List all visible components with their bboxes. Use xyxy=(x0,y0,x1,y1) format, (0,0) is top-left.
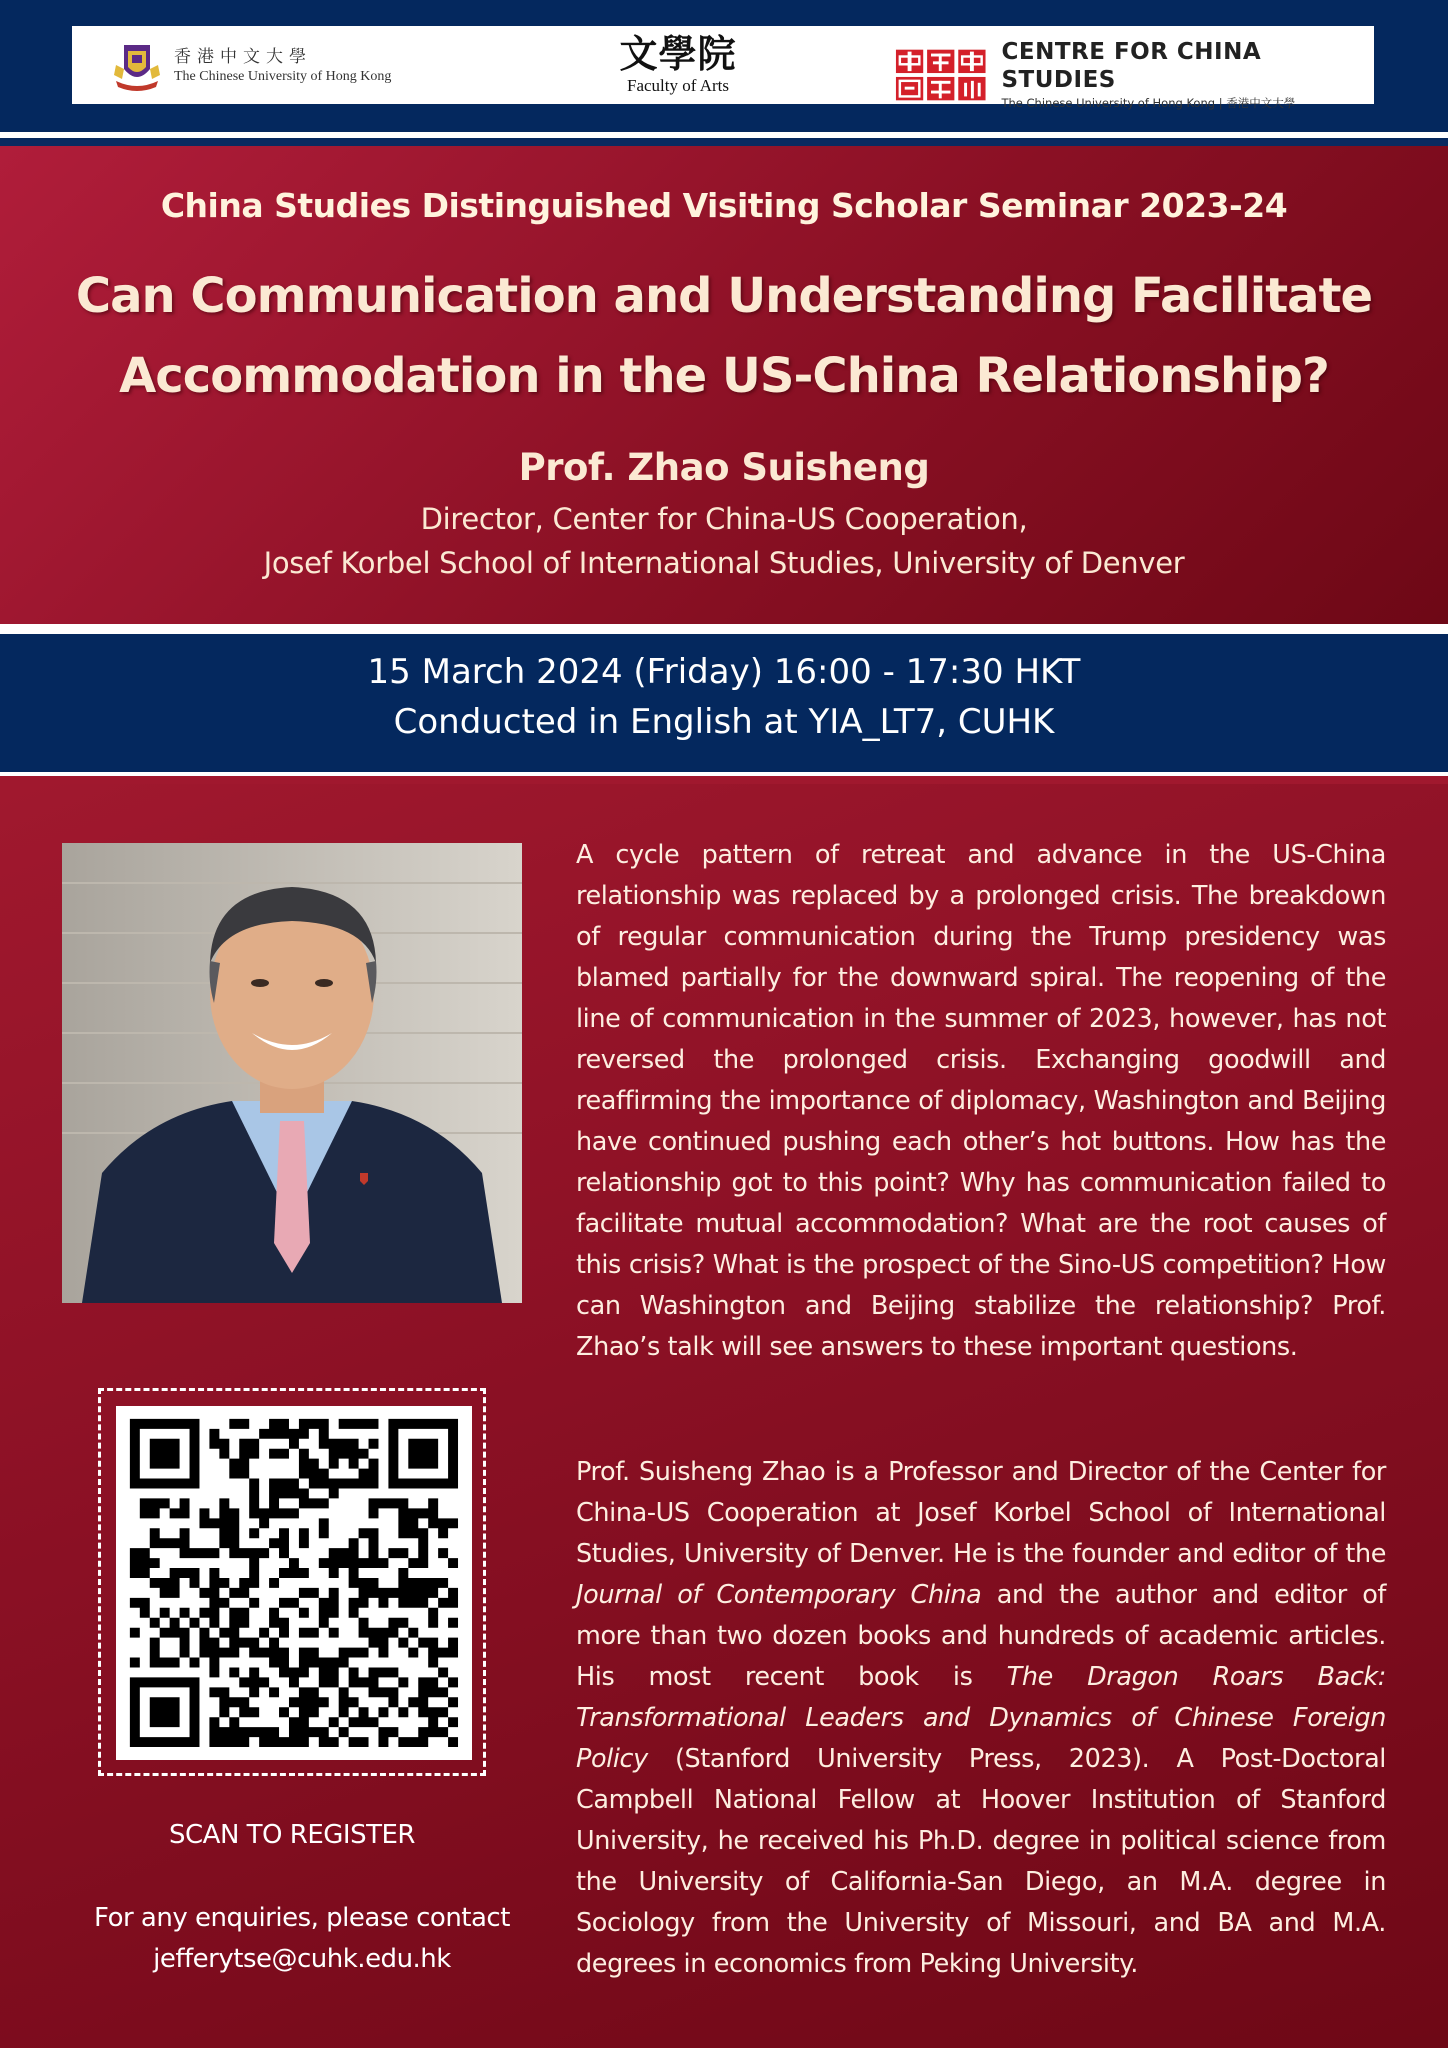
seminar-title-line-1: Can Communication and Understanding Facilitate xyxy=(75,268,1373,324)
speaker-bio-paragraph xyxy=(576,1452,1386,1985)
seminar-series: China Studies Distinguished Visiting Scholar Seminar 2023-24 xyxy=(160,186,1288,225)
crimson-divider xyxy=(0,776,1448,784)
centre-subtitle: The Chinese University of Hong Kong | 香港中文大學 xyxy=(1001,96,1296,110)
cuhk-crest-icon xyxy=(110,39,164,93)
bio-text-3: (Stanford University Press, 2023). A Post-Doctoral Campbell National Fellow at Hoover Institution of Stanford University, he received his Ph.D. degree in political science from the University of California-San Diego, an M.A. degree in Sociology from the University of Missouri, and BA and M.A. degrees in economics from Peking University. xyxy=(576,1744,1386,1979)
cuhk-name-en: The Chinese University of Hong Kong xyxy=(174,69,392,84)
contact-email[interactable]: jefferytse@cuhk.edu.hk xyxy=(153,1944,451,1974)
white-divider xyxy=(0,624,1448,634)
seminar-title xyxy=(60,256,1388,416)
centre-for-china-studies-logo[interactable] xyxy=(894,38,1374,112)
centre-name: CENTRE FOR CHINA STUDIES xyxy=(1001,39,1262,93)
logo-bar xyxy=(72,26,1374,110)
faculty-name-cn: 文學院 xyxy=(619,31,737,76)
faculty-of-arts-logo[interactable] xyxy=(608,32,748,96)
scan-to-register-label: SCAN TO REGISTER xyxy=(169,1820,415,1850)
seminar-title-line-2: Accommodation in the US-China Relationship? xyxy=(119,348,1329,404)
faculty-name-en: Faculty of Arts xyxy=(627,76,729,95)
event-datetime: 15 March 2024 (Friday) 16:00 - 17:30 HKT xyxy=(367,652,1081,692)
registration-qr-code[interactable] xyxy=(116,1406,472,1760)
bio-text-1: Prof. Suisheng Zhao is a Professor and Director of the Center for China-US Cooperation at Josef Korbel School of International Studies, University of Denver. He is the founder and editor of the xyxy=(576,1457,1386,1569)
bio-journal-title: Journal of Contemporary China xyxy=(576,1580,982,1610)
speaker-affiliation-line-1: Director, Center for China-US Cooperation, xyxy=(420,502,1028,536)
bio-book-title: The Dragon Roars Back: Transformational Leaders and Dynamics of Chinese Foreign Policy xyxy=(576,1662,1386,1774)
white-divider xyxy=(0,132,1448,138)
speaker-photo xyxy=(62,843,522,1303)
enquiry-text: For any enquiries, please contact xyxy=(94,1903,510,1933)
speaker-name: Prof. Zhao Suisheng xyxy=(518,446,930,489)
centre-seal-icon xyxy=(894,47,987,103)
cuhk-name-cn: 香港中文大學 xyxy=(174,47,312,67)
speaker-affiliation-line-2: Josef Korbel School of International Studies, University of Denver xyxy=(263,546,1185,580)
enquiry-contact xyxy=(62,1898,542,1980)
abstract-paragraph: A cycle pattern of retreat and advance in the US-China relationship was replaced by a prolonged crisis. The breakdown of regular communication during the Trump presidency was blamed partially for the downward spiral. The reopening of the line of communication in the summer of 2023, however, has not reversed the prolonged crisis. Exchanging goodwill and reaffirming the importance of diplomacy, Washington and Beijing have continued pushing each other’s hot buttons. How has the relationship got to this point? Why has communication failed to facilitate mutual accommodation? What are the root causes of this crisis? What is the prospect of the Sino-US competition? How can Washington and Beijing stabilize the relationship? Prof. Zhao’s talk will see answers to these important questions. xyxy=(576,840,1386,1362)
cuhk-logo[interactable] xyxy=(110,38,391,94)
event-venue: Conducted in English at YIA_LT7, CUHK xyxy=(393,702,1055,742)
bio-text-2: and the author and editor of more than two dozen books and hundreds of academic articles. His most recent book is xyxy=(576,1580,1386,1692)
